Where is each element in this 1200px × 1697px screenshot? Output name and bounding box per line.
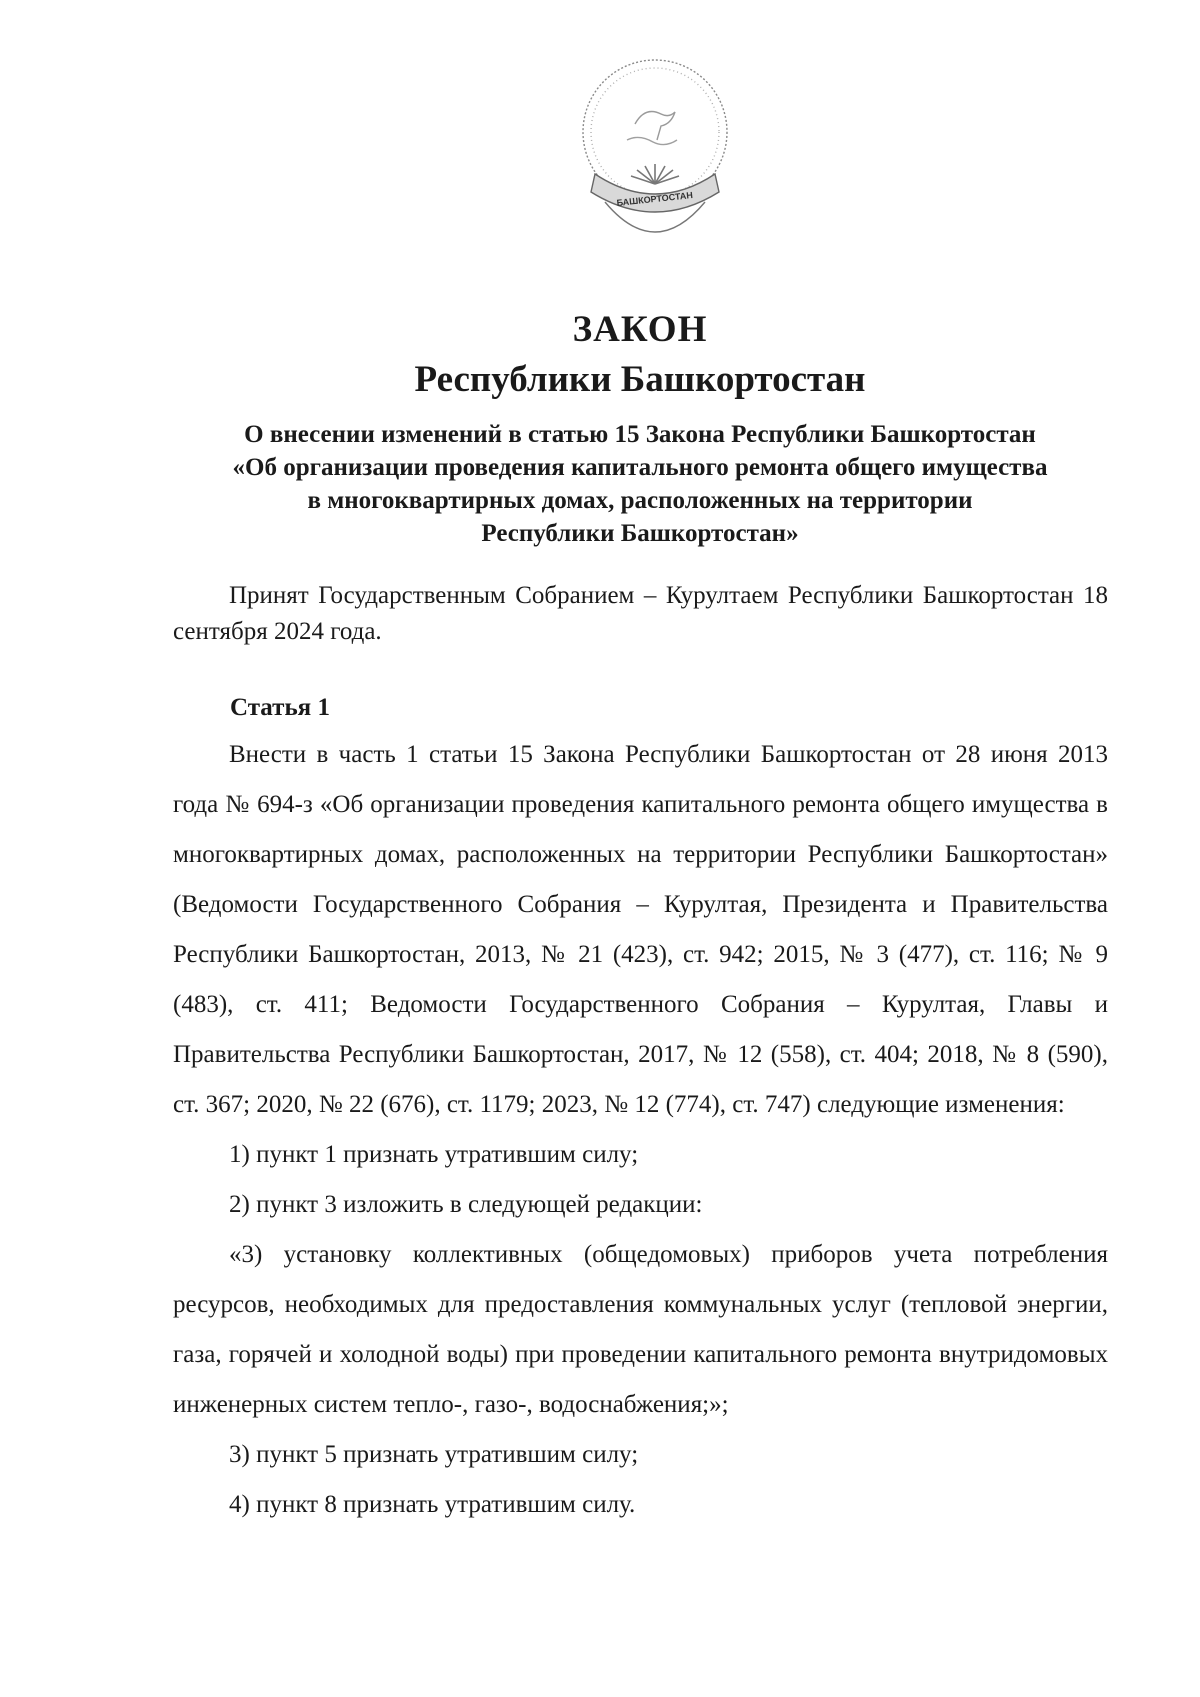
subject-line: в многоквартирных домах, расположенных на территории bbox=[307, 487, 973, 514]
law-title: ЗАКОН bbox=[572, 309, 708, 350]
article-body bbox=[173, 730, 1108, 1530]
article-item: «3) установку коллективных (общедомовых) приборов учета потребления ресурсов, необходимых для предоставления коммунальных услуг (тепловой энергии, газа, горячей и холодной воды) при проведении капитального ремонта внутридомовых инженерных систем тепло-, газо-, водоснабжения;»; bbox=[173, 1241, 1108, 1418]
law-subject bbox=[160, 418, 1120, 550]
bashkortostan-coat-of-arms-icon bbox=[565, 52, 745, 252]
article-intro: Внести в часть 1 статьи 15 Закона Республики Башкортостан от 28 июня 2013 года № 694-з «Об организации проведения капитального ремонта общего имущества в многоквартирных домах, расположенных на территории Республики Башкортостан» (Ведомости Государственного Собрания – Курултая, Президента и Правительства Республики Башкортостан, 2013, № 21 (423), ст. 942; 2015, № 3 (477), ст. 116; № 9 (483), ст. 411; Ведомости Государственного Собрания – Курултая, Главы и Правительства Республики Башкортостан, 2017, № 12 (558), ст. 404; 2018, № 8 (590), ст. 367; 2020, № 22 (676), ст. 1179; 2023, № 12 (774), ст. 747) следующие изменения: bbox=[173, 741, 1108, 1118]
article-item: 3) пункт 5 признать утратившим силу; bbox=[229, 1441, 639, 1468]
adoption-note: Принят Государственным Собранием – Курултаем Республики Башкортостан 18 сентября 2024 года. bbox=[173, 582, 1108, 645]
subject-line: О внесении изменений в статью 15 Закона Республики Башкортостан bbox=[244, 421, 1036, 448]
article-item: 4) пункт 8 признать утратившим силу. bbox=[229, 1491, 636, 1518]
republic-title: Республики Башкортостан bbox=[414, 359, 866, 400]
article-item: 2) пункт 3 изложить в следующей редакции: bbox=[229, 1191, 703, 1218]
article-heading: Статья 1 bbox=[230, 694, 330, 721]
subject-line: Республики Башкортостан» bbox=[481, 520, 799, 547]
article-item: 1) пункт 1 признать утратившим силу; bbox=[229, 1141, 639, 1168]
subject-line: «Об организации проведения капитального ремонта общего имущества bbox=[232, 454, 1048, 481]
emblem-ribbon-text: БАШКОРТОСТАН bbox=[616, 190, 694, 208]
